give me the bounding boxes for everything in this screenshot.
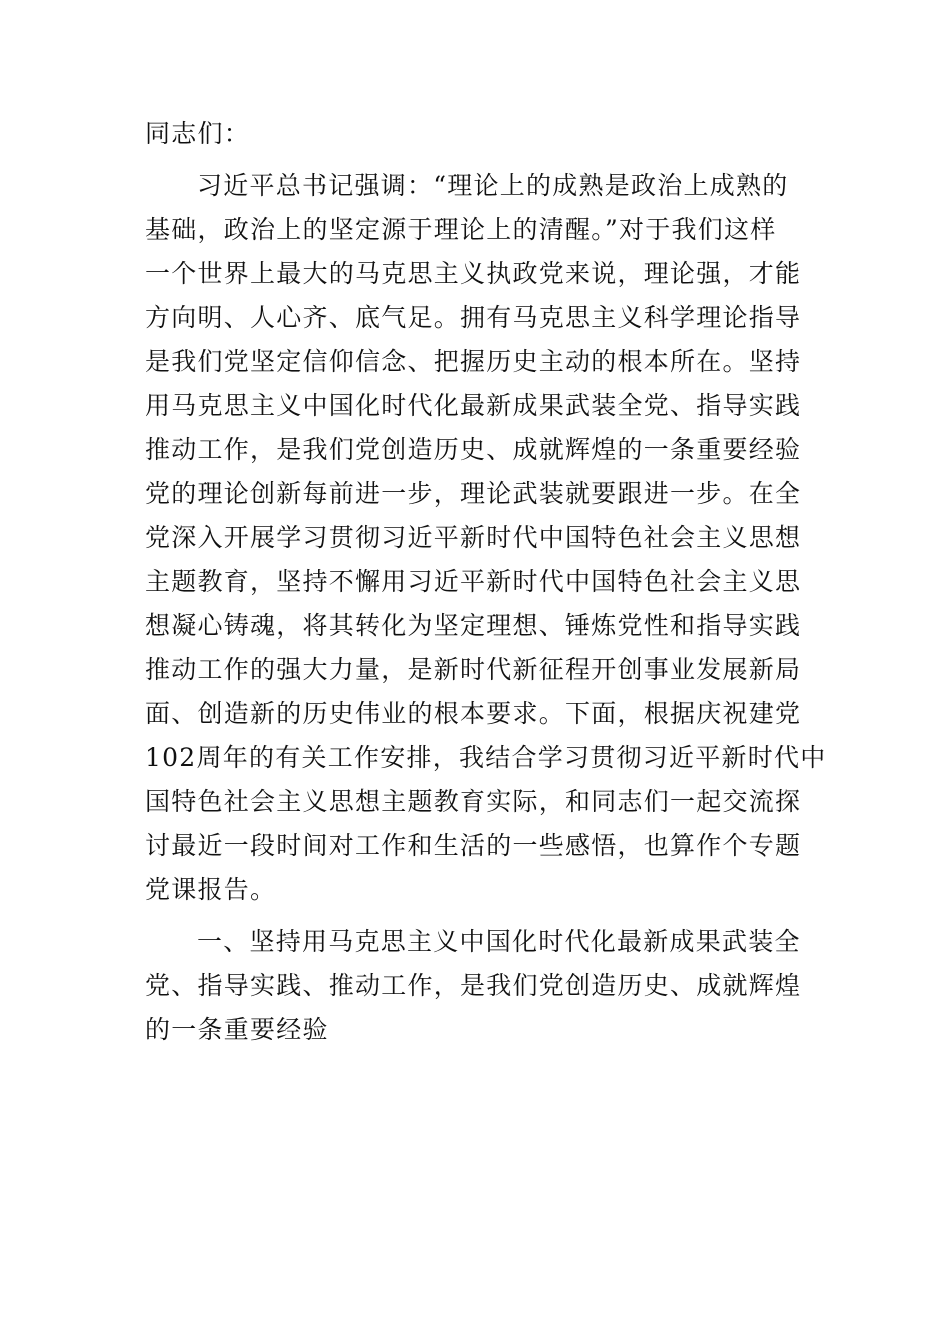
paragraph-line: 用马克思主义中国化时代化最新成果武装全党、指导实践: [145, 391, 802, 420]
paragraph-line: 党的理论创新每前进一步，理论武装就要跟进一步。在全: [145, 479, 802, 508]
paragraph-spacer: [145, 912, 808, 920]
paragraph-line: 推动工作的强大力量，是新时代新征程开创事业发展新局: [145, 655, 802, 684]
heading-line: 一、坚持用马克思主义中国化时代化最新成果武装全: [197, 927, 801, 956]
intro-paragraph: [145, 164, 827, 912]
paragraph-line: 面、创造新的历史伟业的根本要求。下面，根据庆祝建党: [145, 699, 802, 728]
section-heading-1: [145, 920, 808, 1052]
paragraph-line: 讨最近一段时间对工作和生活的一些感悟，也算作个专题: [145, 831, 802, 860]
heading-line: 的一条重要经验: [145, 1015, 329, 1044]
salutation: 同志们：: [145, 119, 251, 148]
paragraph-line: 想凝心铸魂，将其转化为坚定理想、锤炼党性和指导实践: [145, 611, 802, 640]
heading-line: 党、指导实践、推动工作，是我们党创造历史、成就辉煌: [145, 971, 802, 1000]
paragraph-line: 推动工作，是我们党创造历史、成就辉煌的一条重要经验: [145, 435, 802, 464]
paragraph-line: 国特色社会主义思想主题教育实际，和同志们一起交流探: [145, 787, 802, 816]
paragraph-line: 102周年的有关工作安排，我结合学习贯彻习近平新时代中: [145, 743, 827, 772]
paragraph-line: 主题教育，坚持不懈用习近平新时代中国特色社会主义思: [145, 567, 802, 596]
paragraph-line: 基础，政治上的坚定源于理论上的清醒。”对于我们这样: [145, 215, 777, 244]
paragraph-line: 方向明、人心齐、底气足。拥有马克思主义科学理论指导: [145, 303, 802, 332]
paragraph-line: 是我们党坚定信仰信念、把握历史主动的根本所在。坚持: [145, 347, 802, 376]
paragraph-spacer: [145, 156, 808, 164]
paragraph-line: 一个世界上最大的马克思主义执政党来说，理论强，才能: [145, 259, 802, 288]
paragraph-line: 党深入开展学习贯彻习近平新时代中国特色社会主义思想: [145, 523, 802, 552]
document-body: [145, 112, 827, 1052]
paragraph-line: 党课报告。: [145, 875, 277, 904]
paragraph-line: 习近平总书记强调：“理论上的成熟是政治上成熟的: [197, 171, 789, 200]
